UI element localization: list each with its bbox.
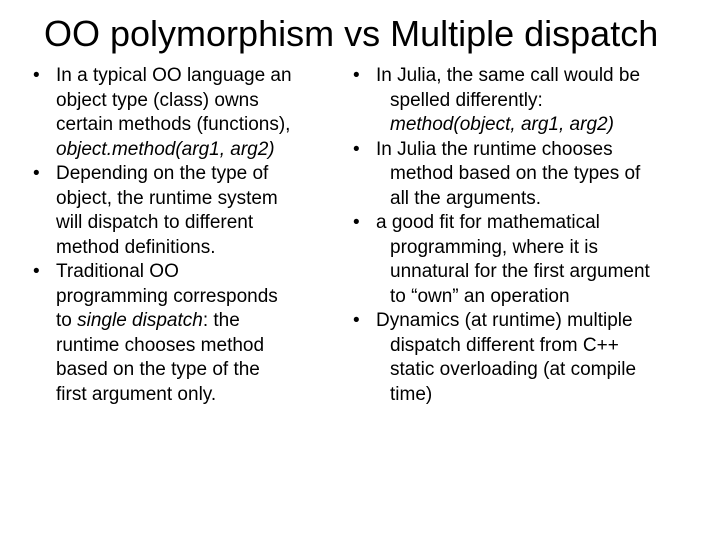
text-segment: object type (class) owns: [56, 89, 259, 111]
bullet-line: [56, 211, 360, 236]
bullet-marker: •: [33, 163, 40, 184]
text-segment: method based on the types of: [390, 163, 641, 184]
bullet-line: [376, 64, 695, 89]
bullet-line: [56, 260, 360, 285]
bullet-line: [56, 285, 360, 310]
bullet-line: [56, 187, 360, 212]
bullet-marker: •: [353, 65, 360, 86]
text-segment: In a typical OO language an: [56, 65, 292, 86]
text-segment: spelled differently:: [390, 89, 543, 111]
text-segment: will dispatch to different: [56, 212, 254, 233]
bullet-line: [376, 236, 695, 261]
text-segment: programming corresponds: [56, 285, 278, 307]
bullet-line: [376, 211, 695, 236]
right-bullet: [350, 64, 695, 138]
text-segment: runtime chooses method: [56, 334, 265, 356]
right-bullet: [350, 138, 695, 212]
bullet-line: [56, 383, 360, 408]
bullet-line: [56, 138, 360, 163]
bullet-line: [56, 64, 360, 89]
left-column: [30, 64, 360, 407]
italic-text: method(object, arg1, arg2): [390, 114, 614, 135]
text-segment: certain methods (functions),: [56, 114, 291, 135]
bullet-line: [376, 113, 695, 138]
bullet-marker: •: [33, 261, 40, 282]
bullet-line: [376, 260, 695, 285]
bullet-line: [56, 358, 360, 383]
bullet-line: [376, 138, 695, 163]
bullet-line: [376, 162, 695, 187]
text-segment: unnatural for the first argument: [390, 261, 650, 282]
bullet-line: [376, 383, 695, 408]
italic-text: object.method(arg1, arg2): [56, 138, 275, 160]
text-segment: to “own” an operation: [390, 285, 570, 307]
right-bullet: [350, 211, 695, 309]
text-segment: In Julia, the same call would be: [376, 65, 641, 86]
bullet-line: [56, 89, 360, 114]
right-bullet: [350, 309, 695, 407]
bullet-line: [376, 334, 695, 359]
left-bullet: [30, 64, 360, 162]
bullet-marker: •: [353, 212, 360, 233]
text-segment: time): [390, 383, 433, 405]
text-segment: method definitions.: [56, 236, 216, 258]
bullet-line: [56, 162, 360, 187]
bullet-marker: •: [353, 138, 360, 160]
bullet-line: [376, 187, 695, 212]
bullet-marker: •: [353, 310, 360, 331]
bullet-line: [376, 89, 695, 114]
right-column: [350, 64, 695, 407]
bullet-line: [376, 358, 695, 383]
text-segment: Dynamics (at runtime) multiple: [376, 310, 633, 331]
text-segment: dispatch different from C++: [390, 334, 619, 356]
bullet-line: [56, 236, 360, 261]
bullet-line: [376, 285, 695, 310]
bullet-line: [56, 334, 360, 359]
bullet-line: [56, 113, 360, 138]
italic-text: single dispatch: [77, 310, 203, 331]
bullet-line: [56, 309, 360, 334]
left-bullet: [30, 162, 360, 260]
left-bullet: [30, 260, 360, 407]
text-segment: : the: [202, 310, 240, 331]
text-segment: Traditional OO: [56, 261, 179, 282]
text-segment: first argument only.: [56, 383, 217, 405]
bullet-marker: •: [33, 65, 40, 86]
text-segment: object, the runtime system: [56, 187, 278, 209]
text-segment: programming, where it is: [390, 236, 599, 258]
bullet-line: [376, 309, 695, 334]
slide-title: OO polymorphism vs Multiple dispatch: [44, 13, 659, 54]
text-segment: Depending on the type of: [56, 163, 269, 184]
text-segment: all the arguments.: [390, 187, 542, 209]
text-segment: based on the type of the: [56, 359, 260, 380]
text-segment: to: [56, 310, 78, 331]
text-segment: a good fit for mathematical: [376, 212, 600, 233]
text-segment: In Julia the runtime chooses: [376, 138, 613, 160]
text-segment: static overloading (at compile: [390, 359, 637, 380]
